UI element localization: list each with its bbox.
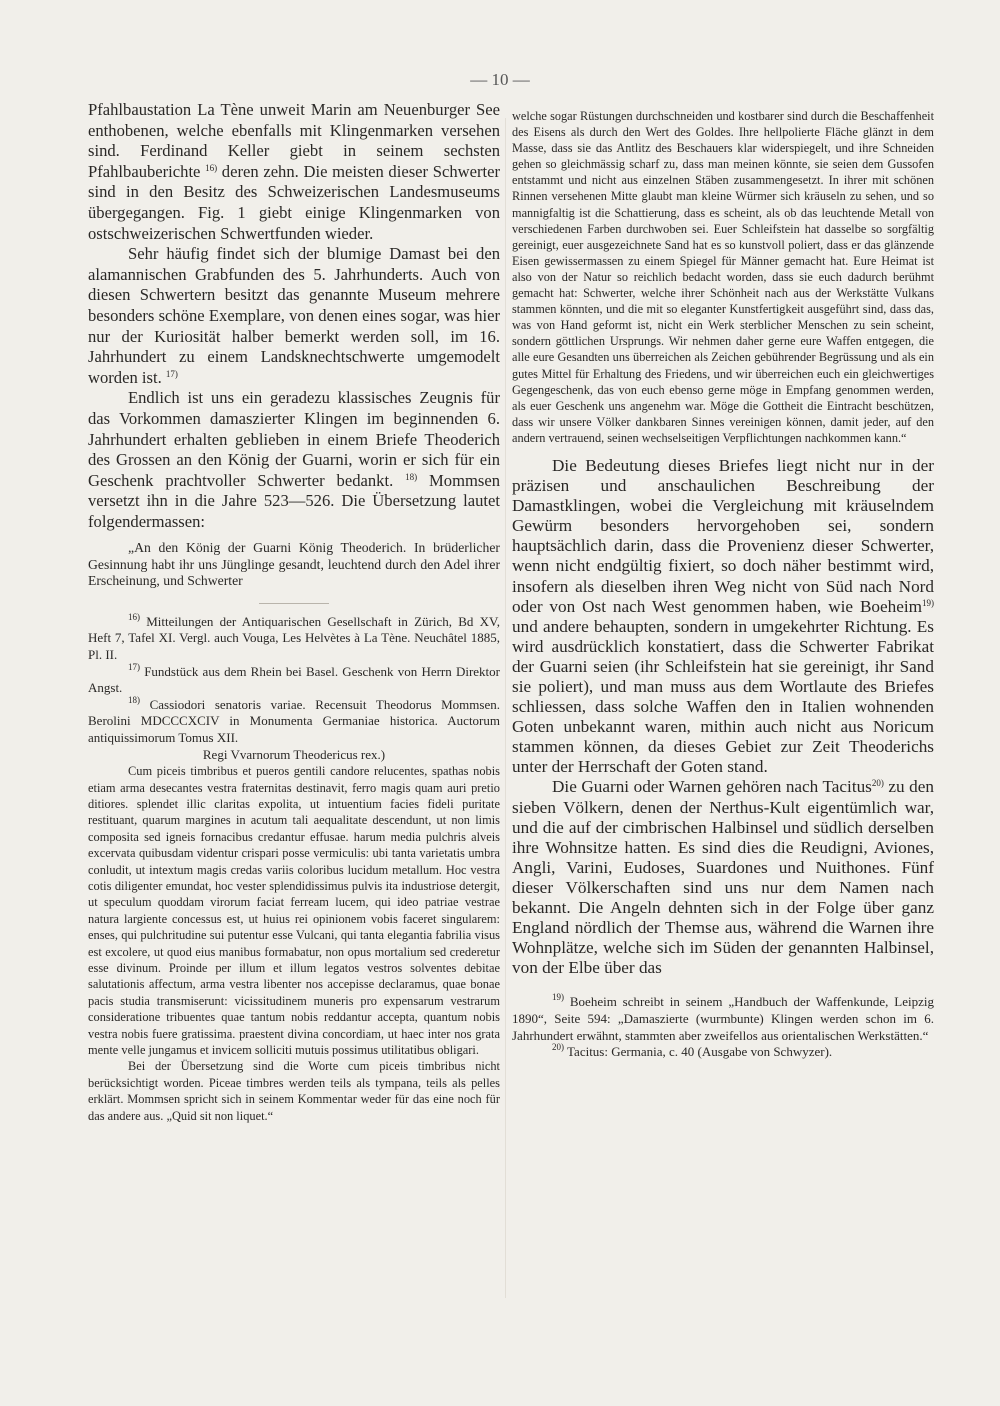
spacer [512, 446, 934, 456]
paragraph-text: Sehr häufig findet sich der blumige Damast bei den alamannischen Grabfunden des 5. Jahrhunderts. Auch von diesen Schwertern besitzt das genannte Museum mehrere besonders schöne Exemplare, von denen eines sogar, was hier nur der Kuriosität halber bemerkt werden soll, im 16. Jahrhundert zu einem Landsknechtschwerte umgemodelt worden ist. [88, 244, 500, 387]
paragraph-text: zu den sieben Völkern, denen der Nerthus-Kult eigentümlich war, und die auf der cimbrischen Halbinsel und südlich derselben ihre Wohnsitze hatten. Es sind dies die Reudigni, Aviones, Angli, Varini, Eudoses, Suardones und Nuithones. Fünf dieser Völkerschaften sind uns nur dem Namen nach bekannt. Die Angeln dehnten sich in der Folge über ganz England nördlich der Themse aus, während die Warnen ihre Wohnplätze, welche sich im Süden der genannten Halbinsel, von der Elbe über das [512, 777, 934, 978]
translation-note: Bei der Übersetzung sind die Worte cum piceis timbribus nicht berücksichtigt worden. Piceae timbres werden teils als tympana, teils als pelles erklärt. Mommsen spricht sich in seinem Kommentar weder für das eine noch für das andere aus. „Quid sit non liquet.“ [88, 1059, 500, 1123]
paragraph-text: und andere behaupten, sondern in umgekehrter Richtung. Es wird ausdrücklich konstatiert, dass die Schwerter Fabrikat der Guarni seien (ihr Schleifstein hat sie gereinigt, ihr Sand sie poliert), und man muss aus dem Wortlaute des Briefes schliessen, dass solche Waffen den in Italien wohnenden Goten unbekannt waren, mithin auch nicht aus Noricum stammen können, da dieses Gebiet zur Zeit Theoderichs unter der Herrschaft der Goten stand. [512, 616, 934, 777]
footnote-divider [259, 603, 329, 604]
footnote-ref: 17) [165, 368, 178, 379]
letter-quote-start: „An den König der Guarni König Theoderich. In brüderlicher Gesinnung habt ihr uns Jünglinge gesandt, leuchtend durch den Adel ihrer Erscheinung, und Schwerter [88, 540, 500, 588]
paragraph-text: Mommsen versetzt ihn in die Jahre 523—526. Die Übersetzung lautet folgendermassen: [88, 470, 501, 531]
paragraph-zeugnis [88, 388, 500, 532]
paragraph-text: Endlich ist uns ein geradezu klassisches Zeugnis für das Vorkommen damaszierter Klingen im beginnenden 6. Jahrhundert erhalten geblieben in einem Briefe Theoderich des Grossen an den König der Guarni, worin er sich für ein Geschenk prachtvoller Schwerter bedankt. [88, 388, 500, 490]
footnote-20 [512, 1044, 934, 1061]
latin-heading: Regi Vvarnorum Theodericus rex.) [202, 746, 386, 762]
paragraph-text: Die Bedeutung dieses Briefes liegt nicht nur in der präzisen und anschaulichen Beschreibung der Damastklingen, wobei die Vergleichung mit kräuselndem Gewürm besonders hervorgehoben sei, sondern hauptsächlich darin, dass die Provenienz dieser Schwerter, wenn nicht endgültig fixiert, so doch näher bestimmt wird, insofern als dieselben ihren Weg nicht von Süd nach Nord oder von Ost nach West genommen haben, wie Boeheim [512, 455, 934, 616]
footnote-text: Fundstück aus dem Rhein bei Basel. Geschenk von Herrn Direktor Angst. [88, 663, 500, 696]
footnote-marker: 19) [552, 992, 564, 1003]
paragraph-bedeutung [512, 456, 934, 778]
spacer [512, 978, 934, 994]
footnote-marker: 18) [128, 694, 140, 705]
paragraph-guarni [512, 777, 934, 978]
latin-text: Cum piceis timbribus et pueros gentili candore relucentes, spathas nobis etiam arma desecantes vestra fraternitas destinavit, ferro magis quam auri pretio ditiores. splendet illic claritas expolita, ut intuentium facies fideli puritate restituant, quarum margines in acutum tali aequalitate descendunt, ut non limis composita sed igneis fornacibus credantur effusae. harum media pulchris alveis excervata quibusdam videntur crispari posse vermiculis: ubi tanta varietatis umbra conludit, ut intextum magis credas variis coloribus lucidum metallum. Hoc vestra cotis diligenter emundat, hoc vester splendidissimus pulvis ita industriose detergit, ut speculum quoddam virorum faciat ferream lucem, qui ideo patriae vestrae natura largiente concessus est, ut huius rei opinionem vobis faceret singularem: enses, qui pulchritudine sui putentur esse Vulcani, qui tanta elegantia fabrilia visus est excolere, ut quod eius manibus formabatur, non opus mortalium sed crederetur esse divinum. Proinde per illum et illum legatos vestros solventes debitae salutationis affectum, arma vestra libenter nos accepisse declaramus, quae bonae pacis studia transmiserunt: vicissitudinem muneris pro expensarum vestrarum consideratione tribuentes quae tantum nobis reddantur accepta, quantum nobis vestra nobis fuere gratissima. praestent divina concordiam, ut haec inter nos grata mente velle jungamus et invicem solliciti mutuis possimus utilitatibus obligari. [88, 764, 500, 1057]
footnote-marker: 20) [552, 1042, 564, 1053]
footnote-text: Cassiodori senatoris variae. Recensuit Theodorus Mommsen. Berolini MDCCCXCIV in Monumenta Germaniae historica. Auctorum antiquissimorum Tomus XII. [88, 696, 500, 745]
paragraph-text: Pfahlbaustation La Tène unweit Marin am Neuenburger See enthobenen, welche ebenfalls mit Klingenmarken versehen sind. Ferdinand Keller giebt in seinem sechsten Pfahlbauberichte [88, 100, 500, 181]
column-divider [505, 118, 506, 1298]
footnote-text: Tacitus: Germania, c. 40 (Ausgabe von Schwyzer). [564, 1044, 833, 1060]
left-column [88, 100, 500, 1124]
letter-quote-continued: welche sogar Rüstungen durchschneiden und kostbarer sind durch die Beschaffenheit des Eisens als durch den Wert des Goldes. Ihre hellpolierte Fläche glänzt in dem Masse, dass sie das Antlitz des Beschauers klar widerspiegelt, und ihre Schneiden gehen so gleichmässig scharf zu, dass man meinen könnte, sie seien dem Gussofen entstammt und nicht aus einzelnen Stäben zusammengesetzt. In ihrer mit schönen Rinnen versehenen Mitte glaubt man kleine Würmer sich kräuseln zu sehen, und so mannigfaltig ist die Schattierung, dass es scheint, als ob das leuchtende Metall von verschiedenen Farben durchwoben sei. Euer Schleifstein hat dasselbe so sorgfältig gereinigt, euer ausgezeichnete Sand hat es so kunstvoll poliert, dass er das glänzende Eisen gewissermassen zu einem Spiegel für Männer gemacht hat. Eure Heimat ist also von der Natur so reichlich bedacht worden, dass sie euch dadurch berühmt gemacht hat: Schwerter, welche ihrer Schönheit nach aus der Werkstätte Vulkans stammen könnten, und die mit so eleganter Kunstfertigkeit ausgeführt sind, dass das, was von Hand geformt ist, nicht ein Werk sterblicher Menschen zu sein scheint, sondern göttlichen Ursprungs. Wir nehmen daher gerne eure Waffen entgegen, die alle eure Gesandten uns überreichen als Zeichen gebührender Begrüssung und als ein gutes Mittel für Erhaltung des Friedens, und wir überreichen euch ein gleichwertiges Gegengeschenk, das von euch ebenso gerne möge in Empfang genommen werden, als euer Geschenk uns angenehm war. Möge die Gottheit die Eintracht beschützen, dass wir unsere Völker dankbaren Sinnes vereinigen können, damit jeder, auf den andern vertrauend, seinen wechselseitigen Verpflichtungen nachkommen kann.“ [512, 109, 934, 445]
paragraph-pfahlbau [88, 100, 500, 244]
footnote-marker: 17) [128, 661, 140, 672]
footnote-ref: 20) [871, 778, 884, 789]
footnote-ref: 18) [405, 471, 418, 482]
footnote-18 [88, 694, 500, 747]
paragraph-text: Die Guarni oder Warnen gehören nach Tacitus [552, 777, 872, 797]
paragraph-text: deren zehn. Die meisten dieser Schwerter sind in den Besitz des Schweizerischen Landesmuseums übergegangen. Fig. 1 giebt einige Klingenmarken von ostschweizerischen Schwertfunden wieder. [88, 161, 500, 243]
footnote-ref: 16) [205, 162, 218, 173]
footnote-16 [88, 611, 500, 664]
footnote-ref: 19) [922, 597, 934, 608]
footnote-text: Mitteilungen der Antiquarischen Gesellschaft in Zürich, Bd XV, Heft 7, Tafel XI. Vergl. auch Vouga, Les Helvètes à La Tène. Neuchâtel 1885, Pl. II. [88, 613, 500, 662]
footnote-marker: 16) [128, 611, 140, 622]
right-column [512, 108, 934, 1061]
footnote-17 [88, 661, 500, 697]
footnote-19 [512, 994, 934, 1044]
paragraph-damast [88, 244, 500, 388]
page-number: — 10 — [470, 70, 530, 89]
footnote-text: Boeheim schreibt in seinem „Handbuch der Waffenkunde, Leipzig 1890“, Seite 594: „Damaszierte (wurmbunte) Klingen werden schon im 6. Jahrhundert erwähnt, stammten aber zweifellos aus orientalischen Werkstätten.“ [512, 994, 934, 1043]
